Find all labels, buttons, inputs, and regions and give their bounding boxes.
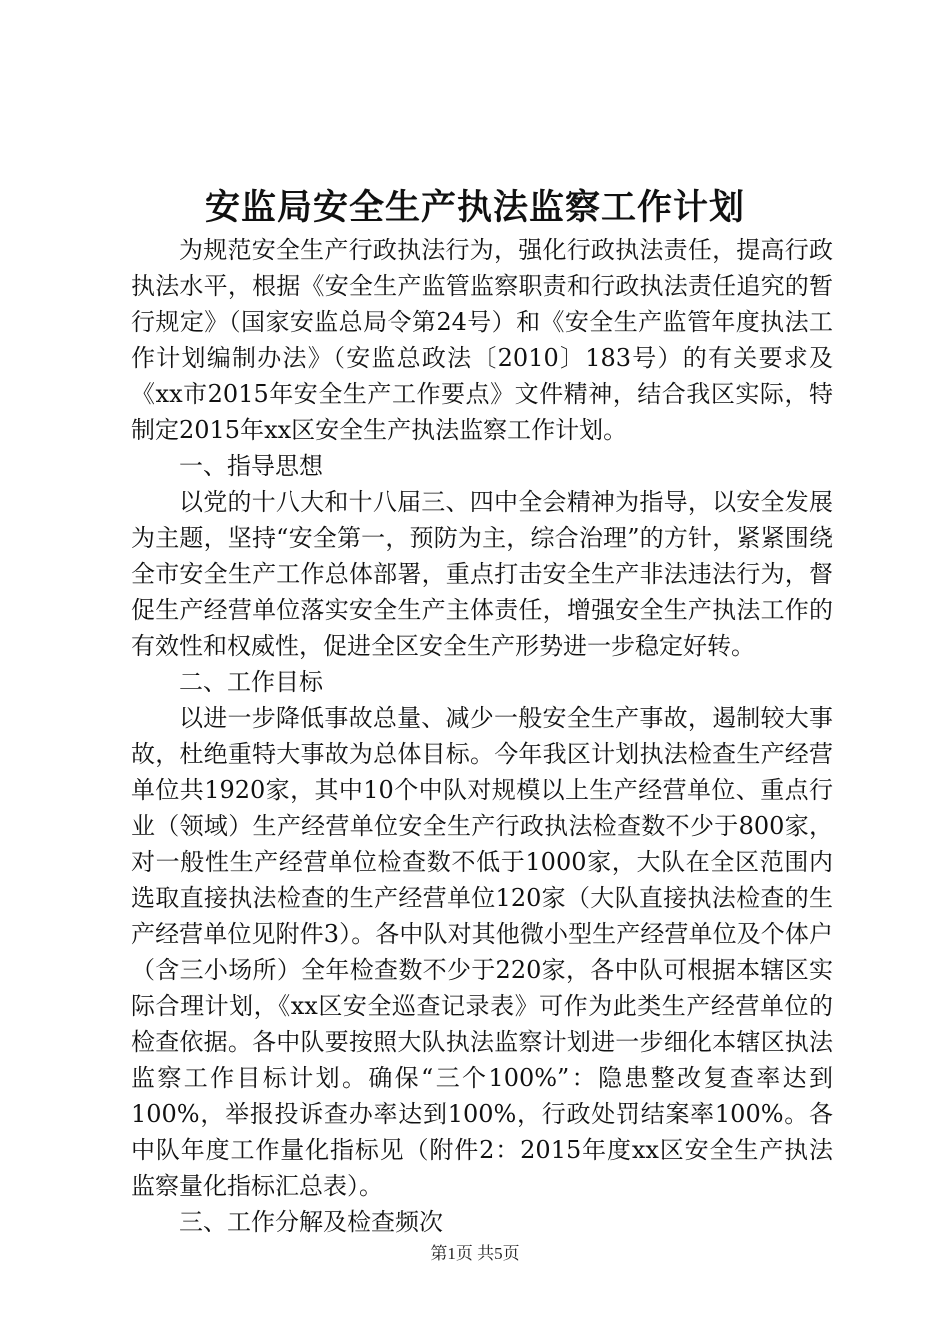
intro-paragraph: 为规范安全生产行政执法行为，强化行政执法责任，提高行政执法水平，根据《安全生产监管监察职责和行政执法责任追究的暂行规定》（国家安监总局令第24号）和《安全生产监管年度执法工作计划编制办法》（安监总政法〔2010〕183号）的有关要求及《xx市2015年安全生产工作要点》文件精神，结合我区实际，特制定2015年xx区安全生产执法监察工作计划。	[131, 236, 833, 444]
section-heading-guiding-ideology: 一、指导思想	[179, 452, 323, 480]
document-body	[131, 232, 833, 1240]
guiding-ideology-paragraph: 以党的十八大和十八届三、四中全会精神为指导，以安全发展为主题，坚持“安全第一，预防为主，综合治理”的方针，紧紧围绕全市安全生产工作总体部署，重点打击安全生产非法违法行为，督促生产经营单位落实安全生产主体责任，增强安全生产执法工作的有效性和权威性，促进全区安全生产形势进一步稳定好转。	[131, 488, 833, 660]
page-footer: 第1页 共5页	[430, 1244, 520, 1263]
section-heading-work-goals: 二、工作目标	[179, 668, 323, 696]
document-title: 安监局安全生产执法监察工作计划	[204, 187, 745, 228]
section-heading-work-breakdown: 三、工作分解及检查频次	[179, 1208, 443, 1236]
work-goals-paragraph: 以进一步降低事故总量、减少一般安全生产事故，遏制较大事故，杜绝重特大事故为总体目标。今年我区计划执法检查生产经营单位共1920家，其中10个中队对规模以上生产经营单位、重点行业（领域）生产经营单位安全生产行政执法检查数不少于800家，对一般性生产经营单位检查数不低于1000家，大队在全区范围内选取直接执法检查的生产经营单位120家（大队直接执法检查的生产经营单位见附件3）。各中队对其他微小型生产经营单位及个体户（含三小场所）全年检查数不少于220家，各中队可根据本辖区实际合理计划，《xx区安全巡查记录表》可作为此类生产经营单位的检查依据。各中队要按照大队执法监察计划进一步细化本辖区执法监察工作目标计划。确保“三个100%”：隐患整改复查率达到100%，举报投诉查办率达到100%，行政处罚结案率100%。各中队年度工作量化指标见（附件2：2015年度xx区安全生产执法监察量化指标汇总表）。	[131, 704, 833, 1200]
